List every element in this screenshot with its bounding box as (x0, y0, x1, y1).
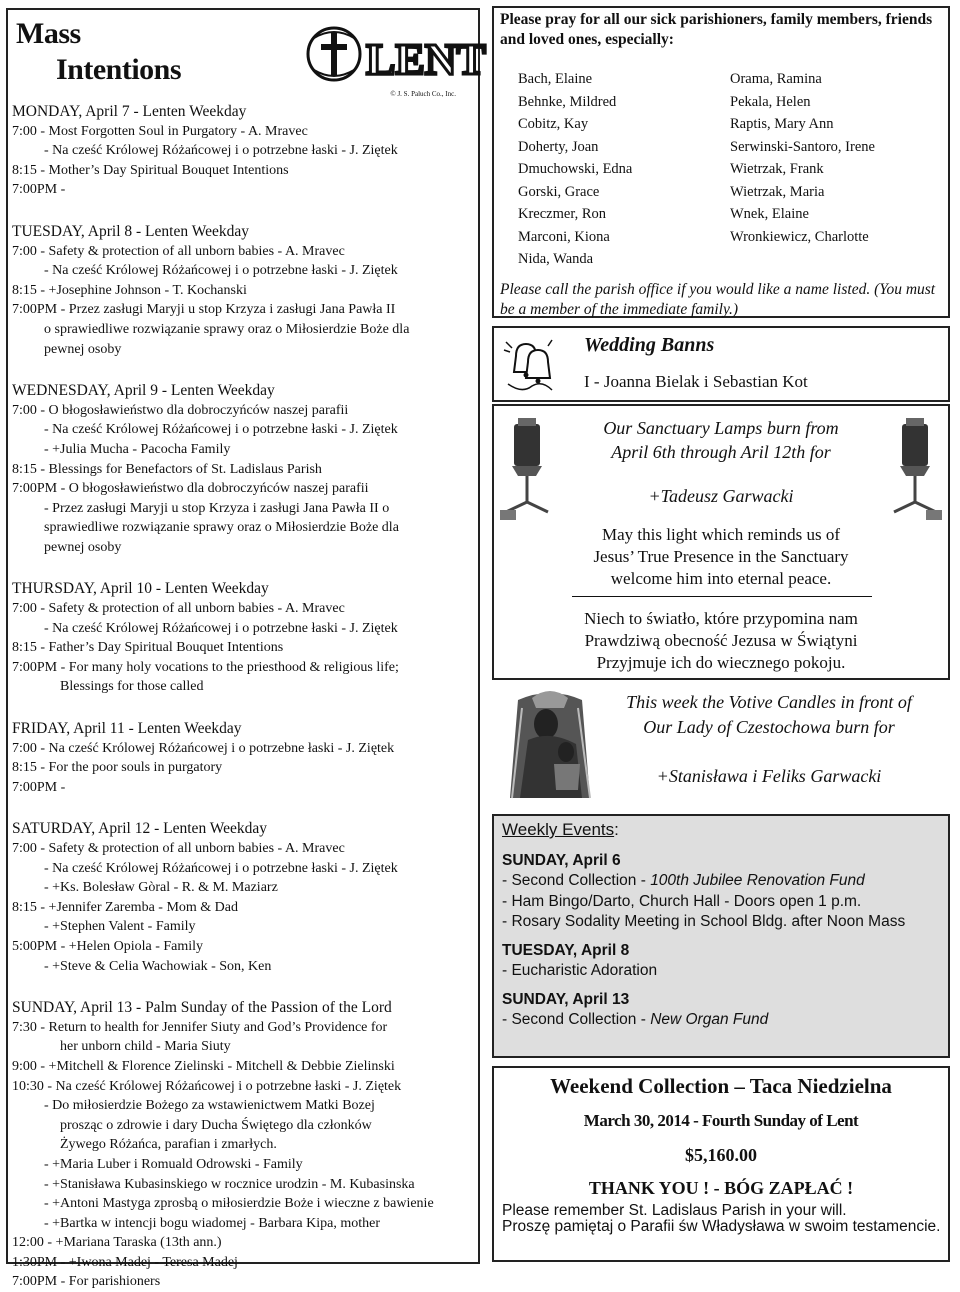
intention-line: pewnej osoby (44, 539, 122, 555)
event-text: - Rosary Sodality Meeting in School Bldg. after Noon Mass (502, 913, 906, 930)
intention-line: - +Antoni Mastyga zprosbą o miłosierdzie Boże i wieczne z bawienie (44, 1196, 434, 1212)
votive-candles-box (492, 686, 950, 812)
verse-line: Niech to światło, które przypomina nam (584, 609, 858, 628)
intention-line: - +Stanisława Kubasinskiego w rocznice urodzin - M. Kubasinska (44, 1176, 415, 1192)
event-fund: 100th Jubilee Renovation Fund (650, 872, 865, 889)
intention-line: 1:30PM - +Iwona Madej - Teresa Madej (12, 1254, 238, 1270)
intention-line: 7:00PM - For parishioners (12, 1274, 161, 1290)
intention-line: 8:15 - For the poor souls in purgatory (12, 760, 223, 776)
sick-name: Wietrzak, Maria (730, 183, 825, 200)
weekly-events-title-text: Weekly Events (502, 820, 615, 839)
intention-line: 5:00PM - +Helen Opiola - Family (12, 938, 204, 954)
sanctuary-lamp-title (554, 416, 888, 464)
sick-name: Orama, Ramina (730, 71, 822, 87)
intention-line: 7:00 - Most Forgotten Soul in Purgatory - A. Mravec (12, 123, 308, 139)
sick-name: Pekala, Helen (730, 93, 811, 110)
weekly-events-title-colon: : (614, 820, 619, 839)
intention-line: 7:00PM - (12, 182, 66, 198)
mass-day (12, 976, 474, 1292)
sick-name: Gorski, Grace (518, 183, 600, 200)
event-day-heading: TUESDAY, April 8 (502, 941, 630, 959)
lamp-title-line-1: Our Sanctuary Lamps burn from (603, 418, 839, 438)
logo-copyright: © J. S. Paluch Co., Inc. (390, 90, 456, 98)
intention-line: 7:00 - Safety & protection of all unborn babies - A. Mravec (12, 841, 345, 856)
collection-date: March 30, 2014 - Fourth Sunday of Lent (583, 1111, 859, 1130)
mass-day (12, 200, 474, 359)
intention-line: - Na cześć Królowej Różańcowej i o potrzebne łaski - J. Ziętek (44, 620, 398, 636)
title-line-1: Mass (16, 17, 81, 50)
event-item (502, 961, 940, 982)
event-text: - Eucharistic Adoration (502, 962, 658, 979)
lent-cross-icon (304, 18, 486, 90)
intention-line: - Na cześć Królowej Różańcowej i o potrzebne łaski - J. Ziętek (44, 860, 398, 876)
lamp-title-line-2: April 6th through Aril 12th for (611, 442, 831, 462)
spacer (12, 976, 474, 996)
verse-line: Przyjmuje ich do wiecznego pokoju. (596, 653, 846, 672)
event-fund: New Organ Fund (650, 1011, 769, 1028)
sick-name: Wietrzak, Frank (730, 161, 824, 177)
mass-day (12, 797, 474, 976)
mass-day (12, 359, 474, 557)
intention-line: - Przez zasługi Maryji u stop Krzyza i zasługi Jana Pawła II o (44, 500, 390, 516)
intention-line: 9:00 - +Mitchell & Florence Zielinski - Mitchell & Debbie Zielinski (12, 1058, 395, 1074)
sick-name: Kreczmer, Ron (518, 206, 606, 222)
intention-line: Blessings for those called (60, 679, 204, 695)
event-item (502, 871, 940, 892)
sick-name: Behnke, Mildred (518, 93, 617, 110)
mass-day (12, 557, 474, 697)
weekly-events-title (502, 820, 940, 841)
collection-amount: $5,160.00 (685, 1145, 757, 1165)
divider (572, 596, 872, 597)
event-day-heading: SUNDAY, April 13 (502, 990, 630, 1008)
weekly-events-list (502, 851, 940, 1031)
verse-line: Jesus’ True Presence in the Sanctuary (593, 547, 849, 566)
event-text: - Second Collection - (502, 872, 651, 889)
sick-name: Raptis, Mary Ann (730, 116, 834, 132)
day-heading: TUESDAY, April 8 - Lenten Weekday (12, 222, 249, 240)
our-lady-of-czestochowa-icon (498, 690, 602, 802)
wedding-bells-icon (502, 336, 558, 396)
intention-line: Żywego Różańca, parafian i zmarłych. (60, 1137, 277, 1153)
lamp-dedication-name: +Tadeusz Garwacki (648, 486, 794, 506)
intention-line: 7:00PM - (12, 779, 66, 795)
intention-line: 8:15 - Mother’s Day Spiritual Bouquet Intentions (12, 162, 289, 178)
mass-schedule (12, 100, 474, 1292)
event-item (502, 1010, 940, 1031)
sick-names-column-1 (518, 68, 632, 271)
intention-line: 7:30 - Return to health for Jennifer Siuty and God’s Providence for (12, 1019, 388, 1035)
sick-name: Serwinski-Santoro, Irene (730, 138, 875, 155)
intention-line: 7:00 - Safety & protection of all unborn babies - A. Mravec (12, 601, 345, 617)
sick-list-heading: Please pray for all our sick parishioners, family members, friends and loved ones, especially: (500, 11, 933, 48)
intention-line: - Na cześć Królowej Różańcowej i o potrzebne łaski - J. Ziętek (44, 143, 398, 159)
reminder-english: Please remember St. Ladislaus Parish in your will. (502, 1202, 847, 1219)
sick-name: Marconi, Kiona (518, 228, 610, 245)
spacer (12, 359, 474, 379)
intention-line: 8:15 - +Josephine Johnson - T. Kochanski (12, 282, 247, 298)
event-item (502, 912, 940, 933)
sick-names-column-2 (730, 68, 875, 248)
collection-title: Weekend Collection – Taca Niedzielna (550, 1074, 892, 1098)
event-item (502, 892, 940, 913)
sanctuary-lamp-icon-right (888, 416, 942, 526)
sick-list-box (492, 6, 950, 318)
intention-line: 7:00PM - Przez zasługi Maryji u stop Krzyza i zasługi Jana Pawła II (12, 302, 396, 318)
sick-name: Doherty, Joan (518, 138, 599, 155)
intention-line: 7:00 - Safety & protection of all unborn babies - A. Mravec (12, 243, 345, 259)
spacer (12, 557, 474, 577)
intention-line: 12:00 - +Mariana Taraska (13th ann.) (12, 1235, 222, 1251)
day-heading: MONDAY, April 7 - Lenten Weekday (12, 103, 247, 120)
intention-line: prosząc o zdrowie i dary Ducha Świętego dla członków (60, 1117, 372, 1133)
reminder-polish: Proszę pamiętaj o Parafii św Władysława w swoim testamencie. (502, 1217, 941, 1235)
sanctuary-lamp-box (492, 404, 950, 680)
intention-line: - Do miłosierdzie Bożego za wstawienictwem Matki Bozej (44, 1098, 375, 1114)
mass-intentions-panel (6, 8, 486, 1290)
verse-line: welcome him into eternal peace. (610, 569, 832, 588)
intention-line: o sprawiedliwe rozwiązanie sprawy oraz o Miłosierdzie Boże dla (44, 321, 410, 337)
intention-line: 7:00 - O błogosławieństwo dla dobroczyńców naszej parafii (12, 402, 349, 418)
wedding-banns-text: I - Joanna Bielak i Sebastian Kot (584, 372, 808, 391)
intention-line: 7:00PM - O błogosławieństwo dla dobroczyńców naszej parafii (12, 481, 369, 497)
day-heading: SATURDAY, April 12 - Lenten Weekday (12, 820, 268, 838)
day-heading: FRIDAY, April 11 - Lenten Weekday (12, 720, 242, 738)
spacer (12, 697, 474, 717)
wedding-banns-box (492, 326, 950, 402)
votive-title-line-2: Our Lady of Czestochowa burn for (643, 717, 895, 737)
intention-line: - Na cześć Królowej Różańcowej i o potrzebne łaski - J. Ziętek (44, 263, 398, 279)
svg-text:LENT: LENT (366, 35, 486, 84)
verse-line: Prawdziwą obecność Jezusa w Świątyni (584, 631, 858, 650)
votive-dedication-name: +Stanisława i Feliks Garwacki (656, 766, 882, 786)
collection-reminder (494, 1203, 948, 1234)
weekly-events-box (492, 814, 950, 1058)
event-day-heading: SUNDAY, April 6 (502, 851, 621, 869)
intention-line: - +Ks. Bolesław Gòral - R. & M. Maziarz (44, 880, 278, 896)
intention-line: pewnej osoby (44, 341, 122, 357)
intention-line: 7:00 - Na cześć Królowej Różańcowej i o potrzebne łaski - J. Ziętek (12, 740, 395, 756)
sick-name: Dmuchowski, Edna (518, 161, 633, 177)
spacer (12, 797, 474, 817)
mass-day (12, 102, 474, 200)
intention-line: 8:15 - Father’s Day Spiritual Bouquet Intentions (12, 640, 284, 656)
sick-name: Nida, Wanda (518, 251, 594, 267)
intention-line: 8:15 - Blessings for Benefactors of St. Ladislaus Parish (12, 461, 322, 477)
collection-thanks: THANK YOU ! - BÓG ZAPŁAĆ ! (588, 1178, 854, 1198)
day-heading: THURSDAY, April 10 - Lenten Weekday (12, 580, 269, 598)
sick-name: Wronkiewicz, Charlotte (730, 228, 869, 245)
intention-line: - +Steve & Celia Wachowiak - Son, Ken (44, 958, 272, 974)
sanctuary-lamp-icon-left (500, 416, 554, 526)
sick-list-note: Please call the parish office if you would like a name listed. (You must be a member of the immediate family.) (500, 281, 936, 318)
mass-day (12, 697, 474, 797)
intention-line: 8:15 - +Jennifer Zaremba - Mom & Dad (12, 899, 238, 915)
intention-line: - Na cześć Królowej Różańcowej i o potrzebne łaski - J. Ziętek (44, 422, 398, 438)
title-line-2: Intentions (56, 53, 182, 86)
event-text: - Ham Bingo/Darto, Church Hall - Doors open 1 p.m. (502, 892, 862, 910)
intention-line: - +Stephen Valent - Family (44, 919, 196, 935)
intention-line: - +Julia Mucha - Pacocha Family (44, 441, 231, 457)
intention-line: sprawiedliwe rozwiązanie sprawy oraz o Miłosierdzie Boże dla (44, 520, 399, 536)
votive-title-line-1: This week the Votive Candles in front of (626, 692, 912, 712)
event-text: - Second Collection - (502, 1011, 651, 1028)
lamp-polish-verse (504, 608, 938, 674)
intention-line: - +Maria Luber i Romuald Odrowski - Family (44, 1156, 303, 1172)
lamp-english-verse (504, 524, 938, 590)
day-heading: WEDNESDAY, April 9 - Lenten Weekday (12, 382, 275, 400)
sick-name: Bach, Elaine (518, 71, 593, 87)
verse-line: May this light which reminds us of (602, 525, 840, 544)
day-heading: SUNDAY, April 13 - Palm Sunday of the Passion of the Lord (12, 999, 392, 1017)
wedding-banns-title: Wedding Banns (584, 334, 715, 356)
mass-intentions-title (16, 16, 181, 88)
spacer (12, 200, 474, 220)
intention-line: 7:00PM - For many holy vocations to the priesthood & religious life; (12, 659, 399, 675)
intention-line: her unborn child - Maria Siuty (60, 1039, 231, 1055)
sick-name: Cobitz, Kay (518, 116, 589, 132)
weekend-collection-box (492, 1066, 950, 1262)
sick-name: Wnek, Elaine (730, 206, 809, 222)
intention-line: - +Bartka w intencji bogu wiadomej - Barbara Kipa, mother (44, 1215, 381, 1231)
lent-logo (304, 18, 486, 98)
votive-title (588, 690, 950, 740)
intention-line: 10:30 - Na cześć Królowej Różańcowej i o potrzebne łaski - J. Ziętek (12, 1078, 402, 1094)
